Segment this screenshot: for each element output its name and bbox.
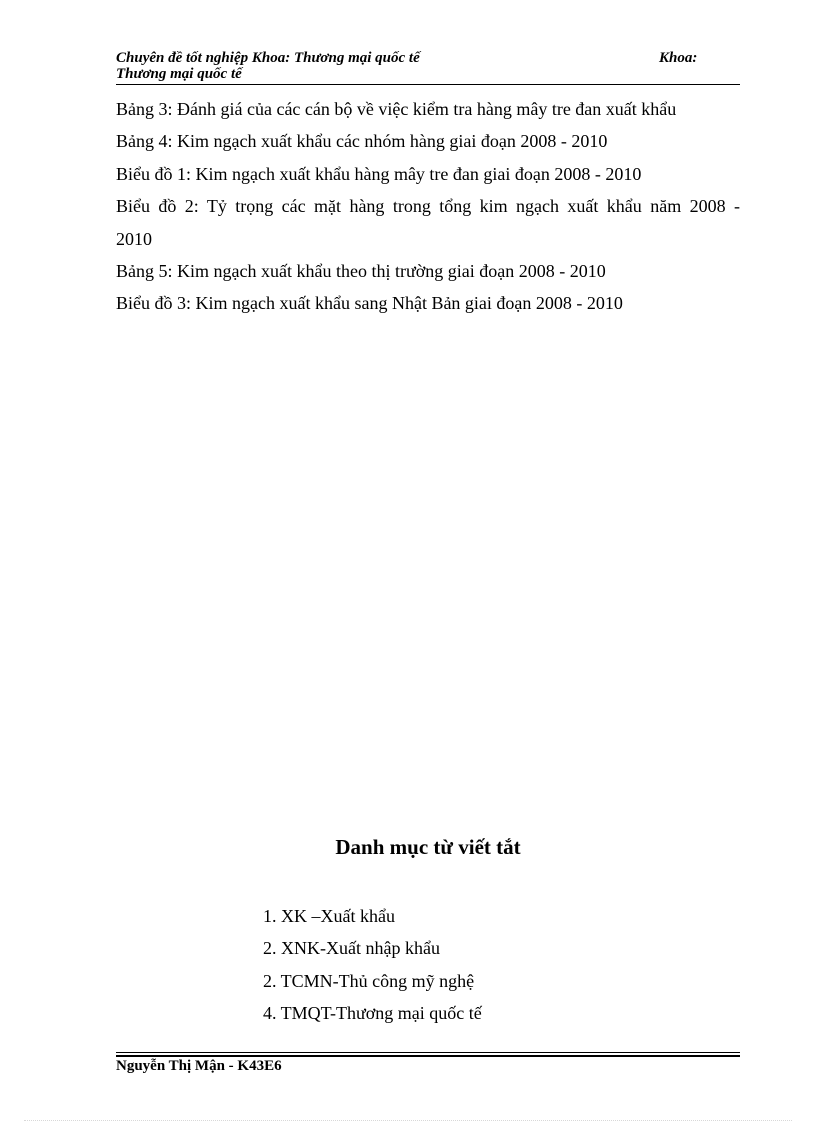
abbreviation-item: 1. XK –Xuất khẩu (263, 906, 395, 926)
footer-divider-thick (116, 1055, 740, 1057)
list-item-bang-3: Bảng 3: Đánh giá của các cán bộ về việc kiểm tra hàng mây tre đan xuất khẩu (116, 99, 677, 119)
list-item-bieu-do-2: Biểu đồ 2: Tỷ trọng các mặt hàng trong tổng kim ngạch xuất khẩu năm 2008 - (116, 196, 740, 217)
list-item-bang-5: Bảng 5: Kim ngạch xuất khẩu theo thị trường giai đoạn 2008 - 2010 (116, 261, 606, 282)
list-item-bieu-do-1: Biểu đồ 1: Kim ngạch xuất khẩu hàng mây tre đan giai đoạn 2008 - 2010 (116, 163, 642, 184)
header-second-line: Thương mại quốc tế (116, 66, 242, 82)
header-right-text: Khoa: (659, 50, 698, 66)
abbreviations-heading: Danh mục từ viết tắt (335, 835, 521, 859)
abbreviation-item: 2. TCMN-Thủ công mỹ nghệ (263, 970, 475, 991)
page-bottom-dotted-line (24, 1120, 792, 1121)
footer-author: Nguyễn Thị Mận - K43E6 (116, 1058, 282, 1074)
figure-table-list (116, 93, 740, 320)
list-item-bang-4: Bảng 4: Kim ngạch xuất khẩu các nhóm hàng giai đoạn 2008 - 2010 (116, 131, 608, 152)
list-item-bieu-do-2-continued: 2010 (116, 228, 152, 249)
header-left-text: Chuyên đề tốt nghiệp Khoa: Thương mại quốc tế (116, 50, 420, 66)
list-item-bieu-do-3: Biểu đồ 3: Kim ngạch xuất khẩu sang Nhật Bản giai đoạn 2008 - 2010 (116, 293, 623, 314)
abbreviation-item: 4. TMQT-Thương mại quốc tế (263, 1003, 482, 1024)
header-divider (116, 84, 740, 85)
abbreviation-item: 2. XNK-Xuất nhập khẩu (263, 938, 440, 959)
abbreviations-list (263, 900, 482, 1030)
footer-divider-thin (116, 1052, 740, 1053)
